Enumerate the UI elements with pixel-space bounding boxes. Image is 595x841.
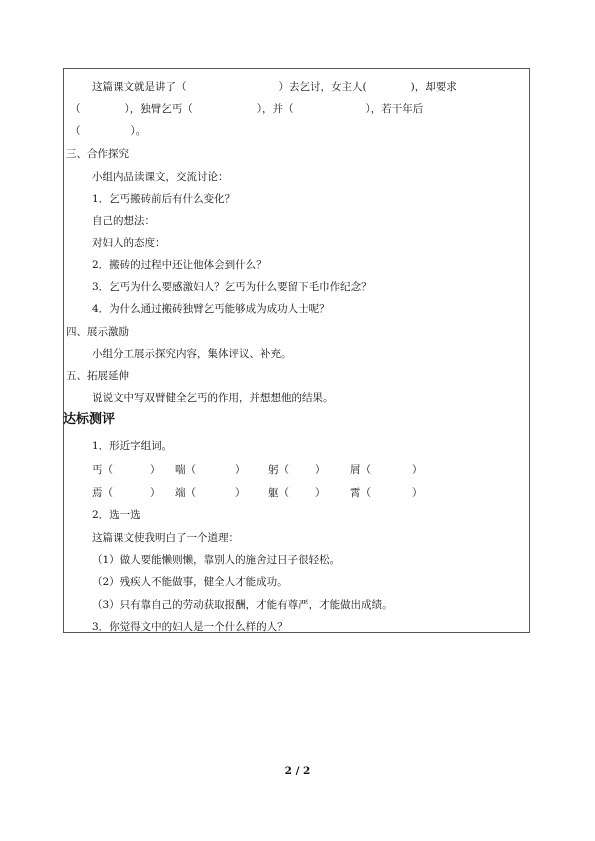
section-3-title: 三、合作探究	[66, 148, 129, 160]
char-cell-open: 端（	[175, 487, 196, 499]
assessment-question-2: 2．选一选	[92, 509, 141, 521]
char-cell-open: 喘（	[175, 464, 196, 476]
assessment-question-1: 1．形近字组词。	[92, 440, 173, 452]
option-3: （3）只有靠自己的劳动获取报酬，才能有尊严，才能做出成绩。	[92, 599, 393, 611]
section-4-body: 小组分工展示探究内容，集体评议、补充。	[92, 348, 292, 360]
fill-line-2-part-b: ），独臂乞丐（	[124, 103, 193, 115]
attitude-label: 对妇人的态度：	[92, 237, 166, 249]
assessment-heading: 达标测评	[63, 412, 116, 427]
char-cell-open: 躯（	[268, 487, 289, 499]
assessment-question-3: 3．你觉得文中的妇人是一个什么样的人？	[92, 621, 288, 633]
char-cell-open: 丐（	[92, 464, 113, 476]
section-3-question-2: 2．搬砖的过程中还让他体会到什么？	[92, 259, 267, 271]
fill-line-2-part-a: （	[70, 103, 81, 115]
own-idea-label: 自己的想法：	[92, 215, 155, 227]
char-cell-close: ）	[150, 464, 161, 476]
fill-line-3	[70, 124, 146, 138]
option-1: （1）做人要能懒则懒，靠别人的施舍过日子很轻松。	[92, 554, 341, 566]
section-4-title: 四、展示激励	[66, 326, 129, 338]
fill-line-3-part-b: ）。	[130, 125, 147, 137]
char-cell-close: ）	[315, 464, 326, 476]
fill-line-2-part-c: ），并（	[256, 103, 294, 115]
char-cell-close: ）	[235, 464, 246, 476]
char-cell-close: ）	[150, 487, 161, 499]
fill-line-2-part-d: ），若干年后	[365, 103, 424, 115]
char-cell-close: ）	[412, 464, 423, 476]
char-cell-close: ）	[235, 487, 246, 499]
section-3-intro: 小组内品读课文，交流讨论：	[92, 171, 229, 183]
fill-line-1-part-b: ）去乞讨，女主人(	[278, 81, 367, 93]
fill-line-1	[92, 80, 457, 94]
fill-line-1-part-a: 这篇课文就是讲了（	[92, 81, 187, 93]
option-2: （2）残疾人不能做事，健全人才能成功。	[92, 576, 288, 588]
assessment-question-2-stem: 这篇课文使我明白了一个道理：	[92, 532, 239, 544]
fill-line-3-part-a: （	[70, 125, 81, 137]
section-3-question-1: 1．乞丐搬砖前后有什么变化？	[92, 193, 236, 205]
char-cell-open: 焉（	[92, 487, 113, 499]
char-cell-close: ）	[412, 487, 423, 499]
section-3-question-3: 3．乞丐为什么要感激妇人？乞丐为什么要留下毛巾作纪念？	[92, 281, 372, 293]
char-cell-open: 躬（	[268, 464, 289, 476]
section-3-question-4: 4．为什么通过搬砖独臂乞丐能够成为成功人士呢？	[92, 303, 330, 315]
char-cell-close: ）	[315, 487, 326, 499]
char-cell-open: 屑（	[350, 464, 371, 476]
page-number: 2 / 2	[284, 765, 311, 777]
fill-line-2	[70, 102, 423, 116]
char-cell-open: 霄（	[350, 487, 371, 499]
section-5-title: 五、拓展延伸	[66, 370, 129, 382]
section-5-body: 说说文中写双臂健全乞丐的作用，并想想他的结果。	[92, 392, 334, 404]
fill-line-1-part-c: )，却要求	[410, 81, 457, 93]
